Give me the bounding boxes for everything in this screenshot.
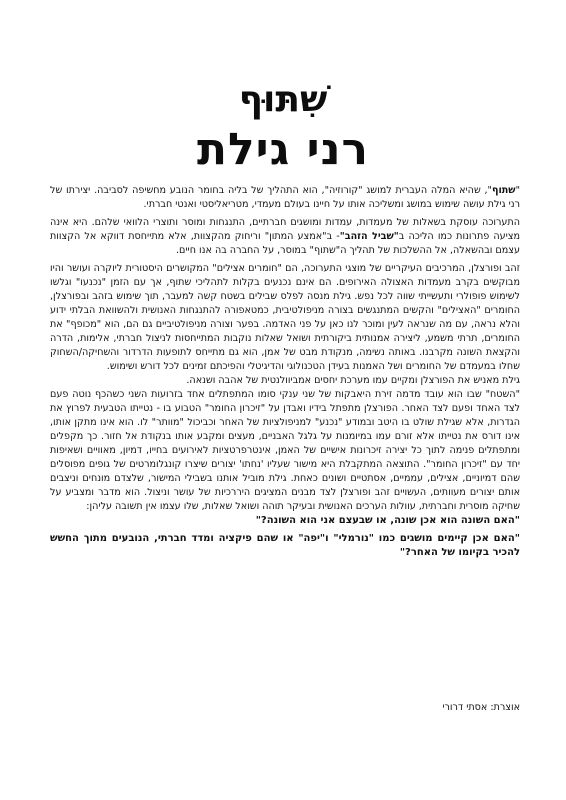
p2-bold: "שביל הזהב": [339, 231, 399, 242]
question-2: "האם אכן קיימים מושגים כמו "נורמלי" ו"יפה" או שהם פיקציה ומדד חברתי, הנובעים מתוך החשש להכיר בקיומו של האחר?": [50, 533, 520, 558]
paragraph-3: זהב ופורצלן, המרכיבים העיקריים של מוצגי התערוכה, הם "חומרים אצילים" המקושרים היסטורית ליוקרה ועושר והיו מבוקשים בקרב מעמדות האצולה האירופים. הם אינם נכנעים בקלות לתהליכי שתוף, אך עם הזמן "נכנעו" וגלשו לשימוש פופולרי ותעשייתי שווה לכל נפש. גילת מנסה לפלס שבילים בשטח קשה למעבר, תוך שימוש בזהב ובפורצלן, החומרים "האצילים" והקשים המתנגשים בצורה מניפולטיבית, כמטאפורה להתנגחות האנושית ולהשוואת הבלתי ידוע והלא נראה, עם מה שנראה לעין ומוכר לנו כאן על פני האדמה. בפער וצורה מניפולטיביים גם הם, הוא "מכופף" את החומרים, תרתי משמע, ליצירה אמנותית ביקורתית ושואל שאלות נוקבות המתייחסות לניצול חברתי, אלימות, הדרה והקצאת השונה מקרבנו. באותה נשימה, מנקודת מבט של אמן, הוא גם מתייחס לתופעות הדרדור והשחיקה/השחוק שחלו במעמדם של החומרים ושל האמנות בעידן הטכנולוגי והדיגיטלי והפיכתם זמינים לכל דורש ושימוש.: [50, 263, 520, 372]
exhibition-title: שִׁתּוּף: [238, 79, 328, 120]
p2-b: - ב"אמצע המתון" וריחוק מהקצוות, אלא מתייחסת דווקא אל הקצוות עצמם ובהשאלה, אל ההשלכות של תהליך ה"שתוף" במוסר, על החברה בה אנו חיים.: [50, 231, 520, 256]
paragraph-4: גילת מאניש את הפורצלן ומקיים עמו מערכת יחסים אמביוולנטית של אהבה ושנאה.: [186, 375, 520, 386]
p2-a: התערוכה עוסקת בשאלות של מעמדות, עמדות ומושגים חברתיים, התנגחות ומוסר ותוצרי הלוואי שלהם. היא אינה מציעה פתרונות כמו הליכה ב: [50, 217, 520, 242]
paragraph-2: [50, 216, 520, 258]
artist-name: רני גילת: [197, 124, 369, 175]
question-1: "האם השונה הוא אכן שונה, או שבעצם אני הוא השונה?": [255, 515, 520, 526]
p1-bold: שתוף: [491, 185, 516, 196]
paragraph-5: "השטח" שבו הוא עובד מדמה זירת היאבקות של שני ענקי סומו המתפתלים אחד בזרועות השני כשהכף נוטה פעם לצד האחד ופעם לצד האחר. הפורצלן מתפתל בידיו ואבדן על "זיכרון החומר" הטבוע בו - נטייתו הטבעית לפרוץ את הגדרות, אלא שגילת שולט בו היטב ובמודע "נכנע" למניפולציות של האחר וכביכול "מוותר" לו. הוא אינו מתקן אותו, אינו דורס את נטייתו אלא זורם עמו במיומנות על גלגל האבניים, מעצים ומקבע אותו בנקודת אל חזור. כך מקפלים ומתפתלים פנימה לתוך כל יצירה זיכרונות אישיים של האמן, אינטרפרטציות לאירועים בחייו, דמיון, מאוויים ושאיפות יחד עם "זיכרון החומר". התוצאה המתקבלת היא מישור שעליו 'נחתו' יצורים שיצרו קונגלומרטים של גופים מפוסלים שהם דמיוניים, אצילים, עממיים, אסתטיים ושונים כאחת. גילת מוביל אותנו בשבילי המישור, שלצדם מונחים וניצבים אותם יצורים מעוותים, העשויים זהב ופורצלן לצד מבנים המציגים היררכיות של עושר וניצול. הוא מדבר ומצביע על שחיקה מוסרית וחברתית, עוולות הערכים האנושית ובעיקר תוהה ושואל שאלות, שלו עצמו אין תשובה עליהן:: [50, 389, 520, 512]
body-text: [50, 184, 520, 564]
p1-rest: ", שהיא המלה העברית למושג "קורוזיה", הוא התהליך של בליה בחומר הנובע מחשיפה לסביבה. יצירתו של רני גילת עושה שימוש במושג ומשליכה אותו על חיינו בעולם מעמדי, מטריאליסטי ואנטי חברתי.: [50, 185, 520, 210]
paragraph-1: "שתוף", שהיא המלה העברית למושג "קורוזיה", הוא התהליך של בליה בחומר הנובע מחשיפה לסביבה. יצירתו של רני גילת עושה שימוש במושג ומשליכה אותו על חיינו בעולם מעמדי, מטריאליסטי ואנטי חברתי.: [50, 185, 520, 210]
curator-credit: אוצרת: אסתי דרורי: [442, 702, 520, 713]
